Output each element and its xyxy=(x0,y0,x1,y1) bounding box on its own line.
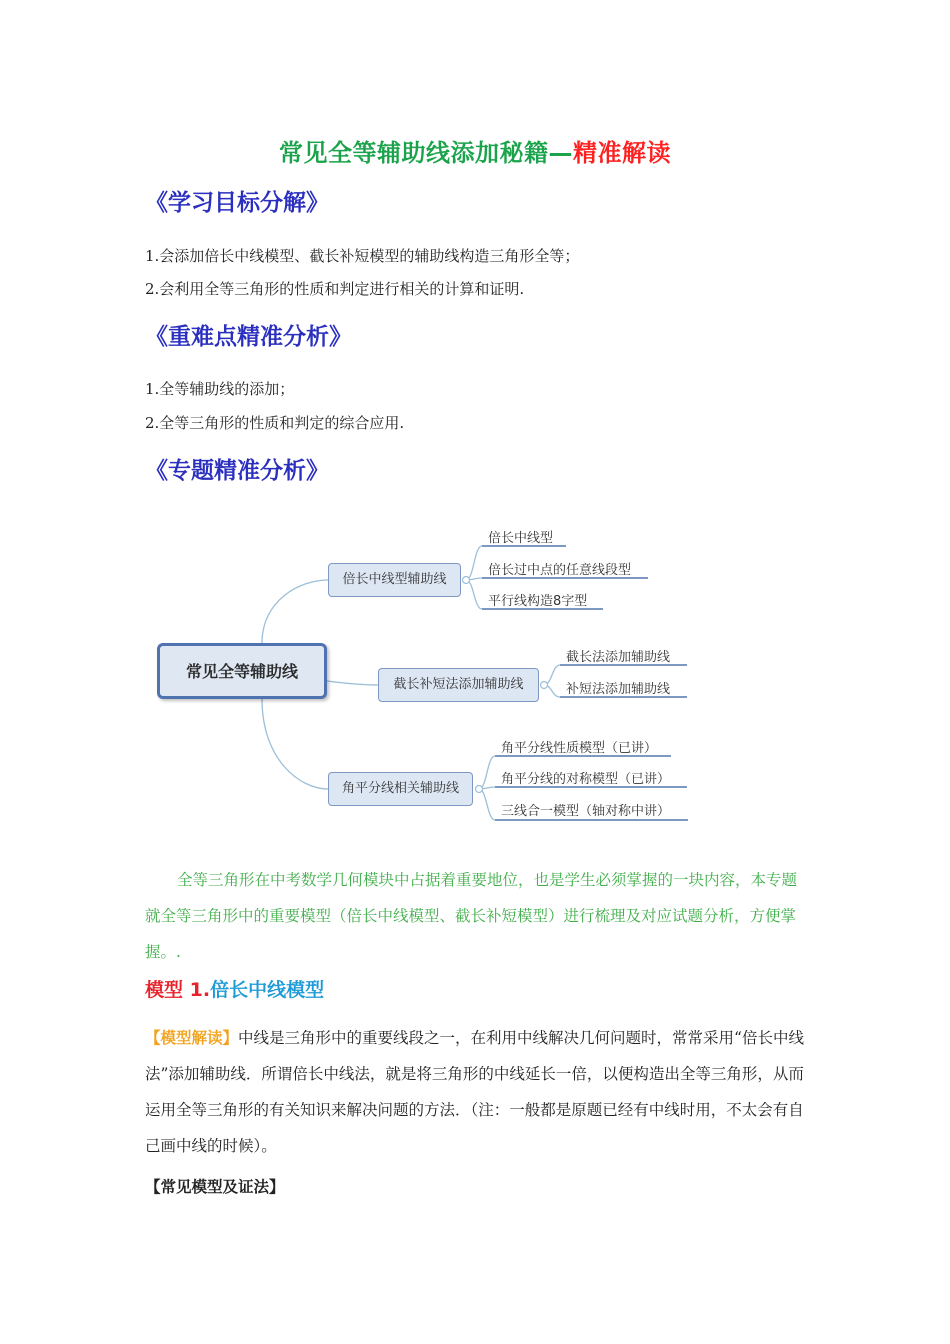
section-heading-goals: 《学习目标分解》 xyxy=(145,190,329,216)
difficulty-line-1: 1.全等辅助线的添加； xyxy=(145,380,295,398)
model1-label: 【模型解读】 xyxy=(145,1028,239,1047)
title-part1: 常见全等辅助线添加秘籍— xyxy=(279,139,573,167)
model1-interpretation xyxy=(145,1020,807,1164)
intro-paragraph: 全等三角形在中考数学几何模块中占据着重要地位，也是学生必须掌握的一块内容，本专题就全等三角形中的重要模型（倍长中线模型、截长补短模型）进行梳理及对应试题分析，方便掌握。. xyxy=(145,871,798,961)
difficulty-line-2: 2.全等三角形的性质和判定的综合应用. xyxy=(145,414,405,432)
model1-title xyxy=(145,975,324,1002)
mindmap-leaf: 倍长中线型 xyxy=(488,531,554,546)
mindmap-leaf: 角平分线的对称模型（已讲） xyxy=(501,772,671,787)
mindmap-leaf: 补短法添加辅助线 xyxy=(566,682,671,697)
mindmap-branch-3: 角平分线相关辅助线 xyxy=(328,772,473,806)
mindmap-leaf: 三线合一模型（轴对称中讲） xyxy=(501,804,671,819)
mindmap-root: 常见全等辅助线 xyxy=(157,643,327,699)
goal-line-2: 2.会利用全等三角形的性质和判定进行相关的计算和证明. xyxy=(145,280,525,298)
mindmap-leaf: 截长法添加辅助线 xyxy=(566,650,671,665)
mindmap-branch-1: 倍长中线型辅助线 xyxy=(328,563,461,597)
model1-name: 倍长中线模型 xyxy=(210,979,325,1001)
mindmap-branch-2: 截长补短法添加辅助线 xyxy=(378,668,539,702)
goal-line-1: 1.会添加倍长中线模型、截长补短模型的辅助线构造三角形全等； xyxy=(145,247,580,265)
model1-prefix: 模型 1. xyxy=(145,979,211,1001)
mindmap-leaf: 倍长过中点的任意线段型 xyxy=(488,563,632,578)
common-models-label: 【常见模型及证法】 xyxy=(145,1177,285,1196)
section-heading-topic: 《专题精准分析》 xyxy=(145,458,329,484)
model1-text: 中线是三角形中的重要线段之一，在利用中线解决几何问题时，常常采用“倍长中线法”添加辅助线．所谓倍长中线法，就是将三角形的中线延长一倍，以便构造出全等三角形，从而运用全等三角形的有关知识来解决问题的方法．（注：一般都是原题已经有中线时用，不太会有自己画中线的时候）。 xyxy=(145,1029,804,1155)
section-heading-difficulties: 《重难点精准分析》 xyxy=(145,324,352,350)
mindmap-leaf: 角平分线性质模型（已讲） xyxy=(501,741,658,756)
mindmap-leaf: 平行线构造8字型 xyxy=(488,594,588,609)
title-part2: 精准解读 xyxy=(573,139,671,167)
